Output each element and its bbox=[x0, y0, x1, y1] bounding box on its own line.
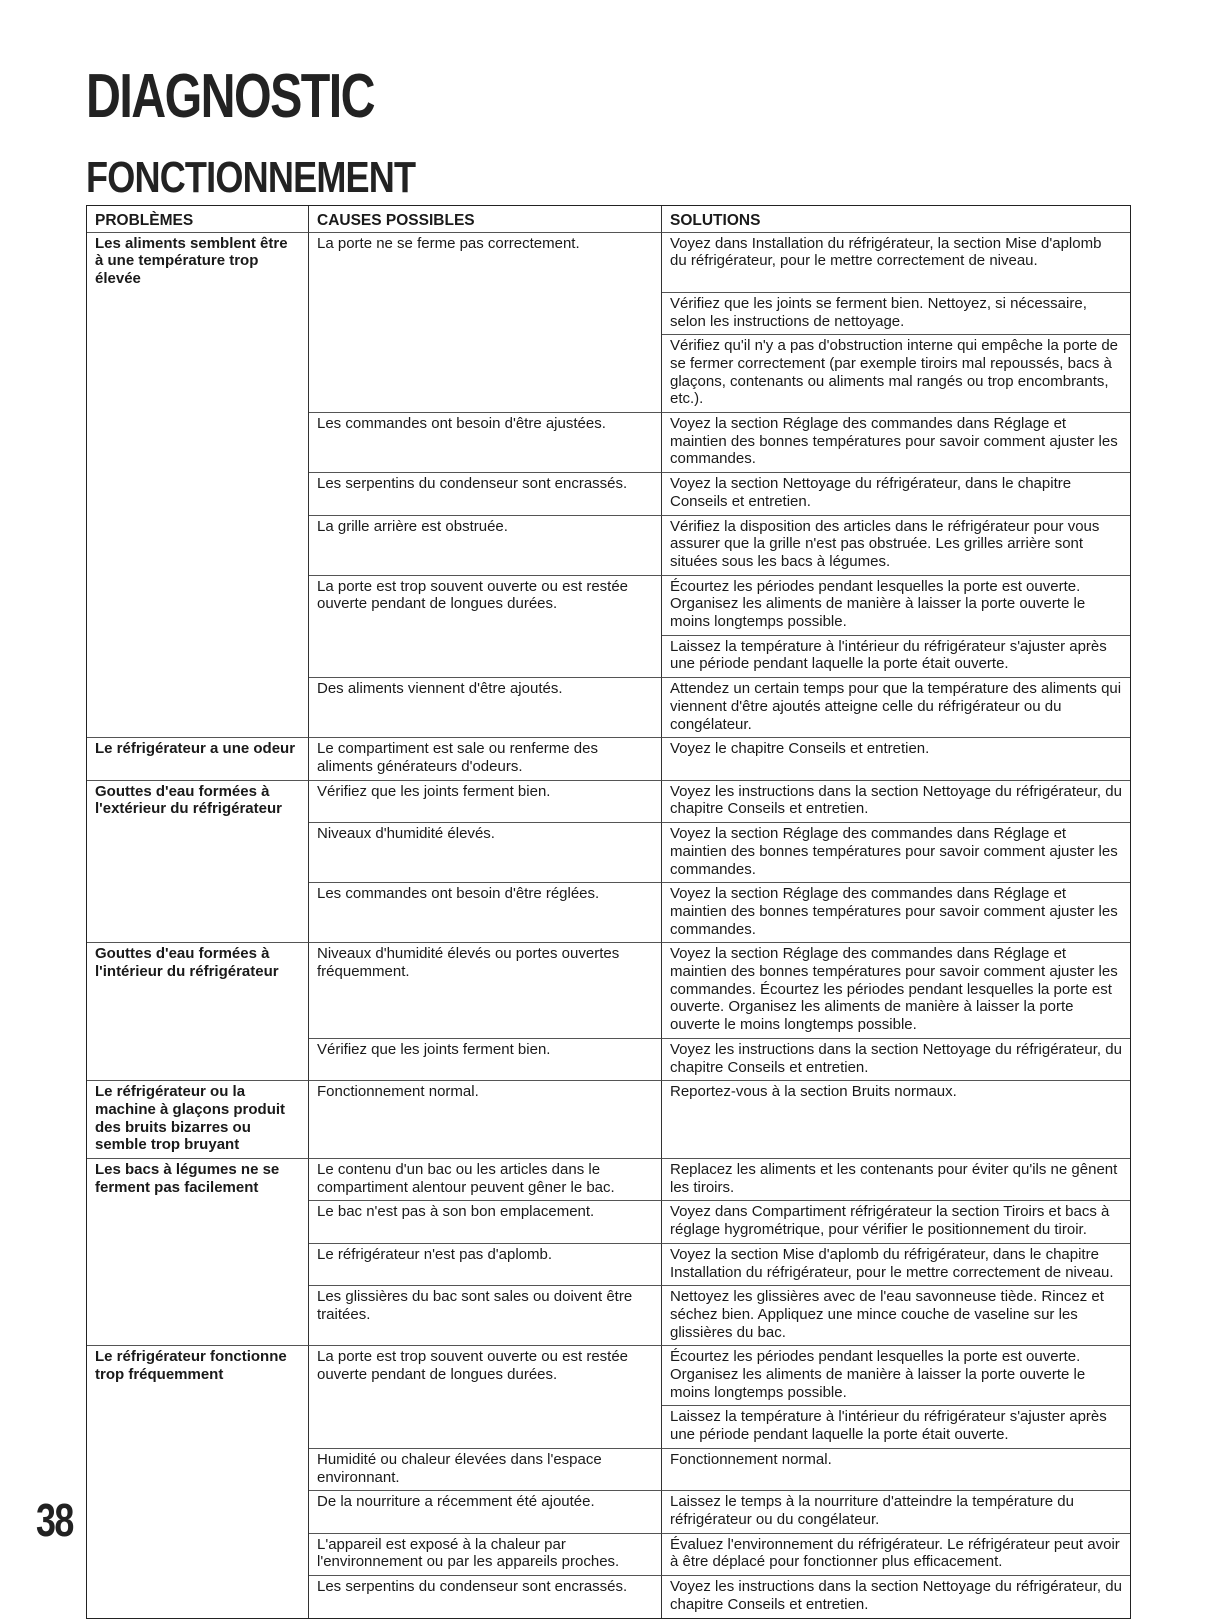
header-solutions: SOLUTIONS bbox=[670, 212, 761, 229]
solution-cell: Voyez la section Réglage des commandes dans Réglage et maintien des bonnes températures pour savoir comment ajuster les commandes. Écourtez les périodes pendant lesquelles la porte est ouverte. Organisez les aliments de manière à laisser la porte ouverte le moins longtemps possible. bbox=[662, 942, 1130, 1038]
solution-cell: Voyez les instructions dans la section Nettoyage du réfrigérateur, du chapitre Conseils et entretien. bbox=[662, 780, 1130, 822]
solution-cell: Voyez la section Nettoyage du réfrigérateur, dans le chapitre Conseils et entretien. bbox=[662, 472, 1130, 514]
header-causes: CAUSES POSSIBLES bbox=[309, 206, 662, 232]
cause-cell: La porte est trop souvent ouverte ou est restée ouverte pendant de longues durées. bbox=[309, 1345, 662, 1405]
solution-cell: Voyez dans Installation du réfrigérateur, la section Mise d'aplomb du réfrigérateur, pour le mettre correctement de niveau. bbox=[662, 232, 1130, 292]
solution-cell: Attendez un certain temps pour que la température des aliments qui viennent d'être ajoutés atteigne celle du réfrigérateur ou du congélateur. bbox=[662, 677, 1130, 737]
problem-cell: Le réfrigérateur a une odeur bbox=[87, 737, 309, 779]
problem-cell bbox=[87, 882, 309, 942]
page-title: DIAGNOSTIC bbox=[86, 62, 375, 131]
cause-cell: Les commandes ont besoin d'être réglées. bbox=[309, 882, 662, 942]
problem-cell bbox=[87, 1533, 309, 1575]
solution-cell: Voyez les instructions dans la section Nettoyage du réfrigérateur, du chapitre Conseils et entretien. bbox=[662, 1038, 1130, 1080]
problem-cell: Le réfrigérateur ou la machine à glaçons produit des bruits bizarres ou semble trop bruyant bbox=[87, 1080, 309, 1158]
troubleshooting-table bbox=[86, 205, 1131, 1619]
cause-cell bbox=[309, 635, 662, 677]
cause-cell bbox=[309, 334, 662, 412]
solution-cell: Voyez la section Mise d'aplomb du réfrigérateur, dans le chapitre Installation du réfrigérateur, pour le mettre correctement de niveau. bbox=[662, 1243, 1130, 1285]
cause-cell: La porte est trop souvent ouverte ou est restée ouverte pendant de longues durées. bbox=[309, 575, 662, 635]
solution-cell: Vérifiez qu'il n'y a pas d'obstruction interne qui empêche la porte de se fermer correctement (par exemple tiroirs mal repoussés, bacs à glaçons, contenants ou aliments mal rangés ou trop encombrants, etc.). bbox=[662, 334, 1130, 412]
solution-cell: Écourtez les périodes pendant lesquelles la porte est ouverte. Organisez les aliments de manière à laisser la porte ouverte le moins longtemps possible. bbox=[662, 575, 1130, 635]
problem-cell bbox=[87, 635, 309, 677]
solution-cell: Reportez-vous à la section Bruits normaux. bbox=[662, 1080, 1130, 1158]
solution-cell: Écourtez les périodes pendant lesquelles la porte est ouverte. Organisez les aliments de manière à laisser la porte ouverte le moins longtemps possible. bbox=[662, 1345, 1130, 1405]
problem-cell bbox=[87, 1200, 309, 1242]
solution-cell: Laissez la température à l'intérieur du réfrigérateur s'ajuster après une période pendant laquelle la porte était ouverte. bbox=[662, 1405, 1130, 1447]
cause-cell: Le compartiment est sale ou renferme des aliments générateurs d'odeurs. bbox=[309, 737, 662, 779]
problem-cell: Les aliments semblent être à une température trop élevée bbox=[87, 232, 309, 292]
page-number: 38 bbox=[36, 1494, 73, 1546]
solution-cell: Laissez le temps à la nourriture d'atteindre la température du réfrigérateur ou du congélateur. bbox=[662, 1490, 1130, 1532]
solution-cell: Replacez les aliments et les contenants pour éviter qu'ils ne gênent les tiroirs. bbox=[662, 1158, 1130, 1200]
problem-cell bbox=[87, 515, 309, 575]
problem-cell bbox=[87, 1448, 309, 1490]
cause-cell: Les commandes ont besoin d'être ajustées. bbox=[309, 412, 662, 472]
problem-cell bbox=[87, 1285, 309, 1345]
problem-cell bbox=[87, 1575, 309, 1617]
header-problems: PROBLÈMES bbox=[87, 206, 309, 232]
problem-cell bbox=[87, 472, 309, 514]
problem-cell bbox=[87, 1243, 309, 1285]
table-grid bbox=[87, 206, 1130, 1618]
solution-cell: Évaluez l'environnement du réfrigérateur. Le réfrigérateur peut avoir à être déplacé pour fonctionner plus efficacement. bbox=[662, 1533, 1130, 1575]
problem-cell: Les bacs à légumes ne se ferment pas facilement bbox=[87, 1158, 309, 1200]
problem-cell bbox=[87, 334, 309, 412]
problem-cell: Le réfrigérateur fonctionne trop fréquemment bbox=[87, 1345, 309, 1405]
problem-cell: Gouttes d'eau formées à l'extérieur du réfrigérateur bbox=[87, 780, 309, 822]
problem-cell bbox=[87, 1490, 309, 1532]
cause-cell: Les serpentins du condenseur sont encrassés. bbox=[309, 1575, 662, 1617]
problem-cell bbox=[87, 575, 309, 635]
solution-cell: Nettoyez les glissières avec de l'eau savonneuse tiède. Rincez et séchez bien. Appliquez une mince couche de vaseline sur les glissières du bac. bbox=[662, 1285, 1130, 1345]
section-title: FONCTIONNEMENT bbox=[86, 153, 416, 202]
cause-cell: L'appareil est exposé à la chaleur par l'environnement ou par les appareils proches. bbox=[309, 1533, 662, 1575]
cause-cell bbox=[309, 1405, 662, 1447]
cause-cell: La grille arrière est obstruée. bbox=[309, 515, 662, 575]
cause-cell: Vérifiez que les joints ferment bien. bbox=[309, 780, 662, 822]
cause-cell: Les serpentins du condenseur sont encrassés. bbox=[309, 472, 662, 514]
cause-cell: Des aliments viennent d'être ajoutés. bbox=[309, 677, 662, 737]
problem-cell bbox=[87, 677, 309, 737]
problem-cell bbox=[87, 412, 309, 472]
solution-cell: Laissez la température à l'intérieur du réfrigérateur s'ajuster après une période pendant laquelle la porte était ouverte. bbox=[662, 635, 1130, 677]
solution-cell: Voyez la section Réglage des commandes dans Réglage et maintien des bonnes températures pour savoir comment ajuster les commandes. bbox=[662, 412, 1130, 472]
cause-cell: Le bac n'est pas à son bon emplacement. bbox=[309, 1200, 662, 1242]
solution-cell: Voyez la section Réglage des commandes dans Réglage et maintien des bonnes températures pour savoir comment ajuster les commandes. bbox=[662, 822, 1130, 882]
solution-cell: Fonctionnement normal. bbox=[662, 1448, 1130, 1490]
cause-cell: Niveaux d'humidité élevés ou portes ouvertes fréquemment. bbox=[309, 942, 662, 1038]
solution-cell: Voyez le chapitre Conseils et entretien. bbox=[662, 737, 1130, 779]
problem-cell bbox=[87, 1038, 309, 1080]
solution-cell: Voyez les instructions dans la section Nettoyage du réfrigérateur, du chapitre Conseils et entretien. bbox=[662, 1575, 1130, 1617]
cause-cell: Le contenu d'un bac ou les articles dans le compartiment alentour peuvent gêner le bac. bbox=[309, 1158, 662, 1200]
cause-cell: Fonctionnement normal. bbox=[309, 1080, 662, 1158]
problem-cell: Gouttes d'eau formées à l'intérieur du réfrigérateur bbox=[87, 942, 309, 1038]
solution-cell: Voyez la section Réglage des commandes dans Réglage et maintien des bonnes températures pour savoir comment ajuster les commandes. bbox=[662, 882, 1130, 942]
cause-cell: Le réfrigérateur n'est pas d'aplomb. bbox=[309, 1243, 662, 1285]
problem-cell bbox=[87, 292, 309, 334]
cause-cell: De la nourriture a récemment été ajoutée. bbox=[309, 1490, 662, 1532]
solution-cell: Vérifiez que les joints se ferment bien. Nettoyez, si nécessaire, selon les instructions de nettoyage. bbox=[662, 292, 1130, 334]
cause-cell: Humidité ou chaleur élevées dans l'espace environnant. bbox=[309, 1448, 662, 1490]
cause-cell: Les glissières du bac sont sales ou doivent être traitées. bbox=[309, 1285, 662, 1345]
cause-cell: Niveaux d'humidité élevés. bbox=[309, 822, 662, 882]
problem-cell bbox=[87, 822, 309, 882]
solution-cell: Voyez dans Compartiment réfrigérateur la section Tiroirs et bacs à réglage hygrométrique, pour vérifier le positionnement du tiroir. bbox=[662, 1200, 1130, 1242]
solution-cell: Vérifiez la disposition des articles dans le réfrigérateur pour vous assurer que la grille n'est pas obstruée. Les grilles arrière sont situées sous les bacs à légumes. bbox=[662, 515, 1130, 575]
cause-cell: La porte ne se ferme pas correctement. bbox=[309, 232, 662, 292]
problem-cell bbox=[87, 1405, 309, 1447]
cause-cell: Vérifiez que les joints ferment bien. bbox=[309, 1038, 662, 1080]
cause-cell bbox=[309, 292, 662, 334]
